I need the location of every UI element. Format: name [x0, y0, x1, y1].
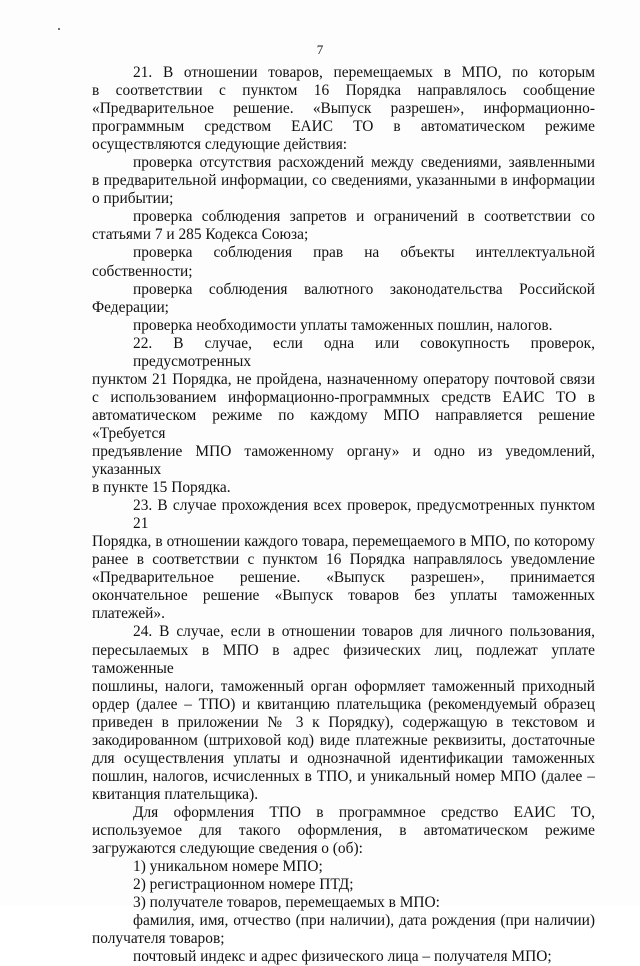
text-line: 2) регистрационном номере ПТД;: [133, 876, 354, 894]
text-line: почтовый индекс и адрес физического лица – получателя МПО;: [133, 948, 552, 966]
text-line: 22. В случае, если одна или совокупность проверок, предусмотренных: [133, 334, 595, 370]
text-line: ордер (далее – ТПО) и квитанцию плательщика (рекомендуемый образец: [92, 695, 595, 713]
text-line: приведен в приложении № 3 к Порядку), содержащую в текстовом и: [92, 713, 595, 731]
text-line: проверка соблюдения валютного законодательства Российской: [133, 280, 595, 298]
text-line: осуществляются следующие действия:: [92, 136, 348, 154]
text-line: 24. В случае, если в отношении товаров для личного пользования,: [133, 623, 595, 641]
text-line: пересылаемых в МПО в адрес физических лиц, подлежат уплате таможенные: [92, 641, 595, 677]
text-line: пунктом 21 Порядка, не пройдена, назначенному оператору почтовой связи: [92, 370, 595, 388]
text-line: «Предварительное решение. «Выпуск разрешен», принимается: [92, 569, 595, 587]
text-line: автоматическом режиме по каждому МПО направляется решение «Требуется: [92, 406, 595, 442]
text-line: Для оформления ТПО в программное средство ЕАИС ТО,: [133, 803, 595, 821]
text-line: программным средством ЕАИС ТО в автоматическом режиме: [92, 118, 595, 136]
text-line: пошлин, налогов, исчисленных в ТПО, и уникальный номер МПО (далее –: [92, 767, 595, 785]
text-line: собственности;: [92, 262, 193, 280]
text-line: для осуществления уплаты и однозначной идентификации таможенных: [92, 749, 595, 767]
text-line: проверка соблюдения прав на объекты интеллектуальной: [133, 244, 595, 262]
text-line: 3) получателе товаров, перемещаемых в МПО:: [133, 894, 440, 912]
text-line: о прибытии;: [92, 190, 174, 208]
text-line: 1) уникальном номере МПО;: [133, 858, 323, 876]
text-line: в пункте 15 Порядка.: [92, 479, 231, 497]
text-line: Федерации;: [92, 298, 169, 316]
text-line: в предварительной информации, со сведениями, указанными в информации: [92, 172, 595, 190]
text-line: с использованием информационно-программных средств ЕАИС ТО в: [92, 388, 595, 406]
text-line: окончательное решение «Выпуск товаров без уплаты таможенных: [92, 587, 595, 605]
document-body: [92, 64, 595, 966]
text-line: проверка отсутствия расхождений между сведениями, заявленными: [133, 154, 595, 172]
text-line: квитанция плательщика).: [92, 785, 259, 803]
text-line: 23. В случае прохождения всех проверок, предусмотренных пунктом 21: [133, 497, 595, 533]
text-line: фамилия, имя, отчество (при наличии), дата рождения (при наличии): [133, 912, 595, 930]
text-line: закодированном (штриховой код) виде платежные реквизиты, достаточные: [92, 731, 595, 749]
text-line: платежей».: [92, 605, 165, 623]
text-line: предъявление МПО таможенному органу» и одно из уведомлений, указанных: [92, 442, 595, 479]
text-line: загружаются следующие сведения о (об):: [92, 840, 363, 858]
text-line: проверка необходимости уплаты таможенных пошлин, налогов.: [133, 316, 553, 334]
text-line: проверка соблюдения запретов и ограничений в соответствии со: [133, 208, 595, 226]
scan-speck: [58, 28, 60, 30]
page-number: 7: [316, 42, 324, 57]
text-line: 21. В отношении товаров, перемещаемых в МПО, по которым: [133, 64, 595, 81]
text-line: используемое для такого оформления, в автоматическом режиме: [92, 821, 595, 839]
text-line: ранее в соответствии с пунктом 16 Порядка направлялось уведомление: [92, 551, 595, 569]
text-line: пошлины, налоги, таможенный орган оформляет таможенный приходный: [92, 677, 595, 695]
text-line: получателя товаров;: [92, 930, 225, 948]
text-line: Порядка, в отношении каждого товара, перемещаемого в МПО, по которому: [92, 533, 595, 551]
text-line: в соответствии с пунктом 16 Порядка направлялось сообщение: [92, 82, 595, 100]
text-line: «Предварительное решение. «Выпуск разрешен», информационно-: [92, 100, 595, 118]
text-line: статьями 7 и 285 Кодекса Союза;: [92, 226, 309, 244]
